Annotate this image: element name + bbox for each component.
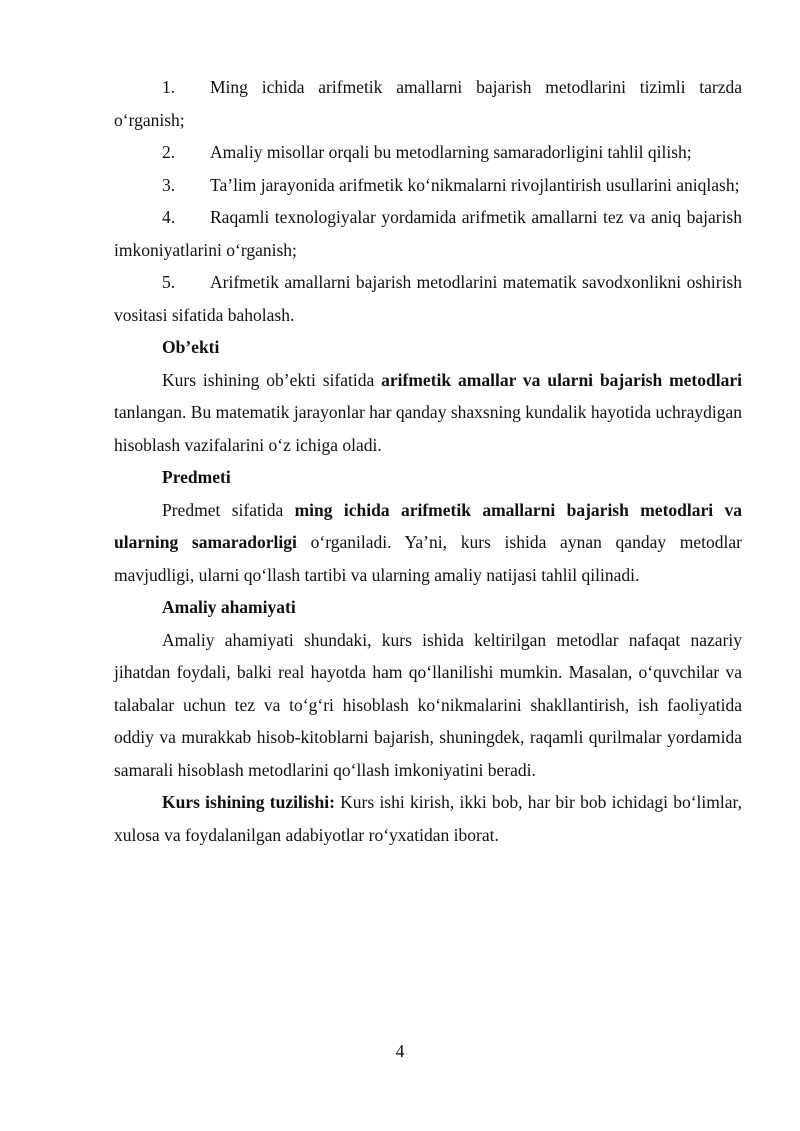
tuzilishi-text: Kurs ishi kirish, ikki bob, har bir bob ichidagi bo‘limlar, xulosa va foydalanilgan adabiyotlar ro‘yxatidan iborat. bbox=[114, 792, 742, 845]
objective-item-1 bbox=[114, 71, 742, 136]
obekti-text-start: Kurs ishining ob’ekti sifatida bbox=[162, 369, 382, 390]
list-text: Ta’lim jarayonida arifmetik ko‘nikmalarni rivojlantirish usullarini aniqlash; bbox=[210, 174, 740, 195]
amaliy-paragraph: Amaliy ahamiyati shundaki, kurs ishida keltirilgan metodlar nafaqat nazariy jihatdan foydali, balki real hayotda ham qo‘llanilishi mumkin. Masalan, o‘quvchilar va talabalar uchun tez va to‘g‘ri hisoblash ko‘nikmalarini shakllantirish, ish faoliyatida oddiy va murakkab hisob-kitoblarni bajarish, shuningdek, raqamli qurilmalar yordamida samarali hisoblash metodlarini qo‘llash imkoniyatini beradi. bbox=[114, 629, 742, 780]
list-number: 1. bbox=[162, 77, 176, 97]
obekti-paragraph bbox=[114, 364, 742, 462]
objective-item-5 bbox=[114, 266, 742, 331]
list-number: 3. bbox=[162, 174, 176, 195]
predmeti-text-start: Predmet sifatida bbox=[162, 499, 295, 520]
list-text: Amaliy misollar orqali bu metodlarning samaradorligini tahlil qilish; bbox=[210, 142, 692, 162]
section-heading-obekti: Ob’ekti bbox=[162, 337, 220, 357]
predmeti-emphasis: ming ichida arifmetik amallarni bajarish metodlari va ularning samaradorligi bbox=[114, 499, 743, 552]
list-text: Raqamli texnologiyalar yordamida arifmetik amallarni tez va aniq bajarish imkoniyatlarini o‘rganish; bbox=[114, 207, 742, 260]
predmeti-paragraph bbox=[114, 494, 742, 592]
obekti-emphasis: arifmetik amallar va ularni bajarish metodlari bbox=[381, 369, 742, 390]
list-number: 5. bbox=[162, 272, 176, 292]
page-body bbox=[114, 71, 742, 851]
page-number: 4 bbox=[395, 1041, 405, 1061]
predmeti-text-end: o‘rganiladi. Ya’ni, kurs ishida aynan qanday metodlar mavjudligi, ularni qo‘llash tartibi va ularning amaliy natijasi tahlil qilinadi. bbox=[114, 532, 742, 585]
section-heading-amaliy: Amaliy ahamiyati bbox=[162, 597, 296, 617]
objective-item-4 bbox=[114, 201, 742, 266]
section-heading-predmeti: Predmeti bbox=[162, 467, 231, 487]
list-number: 4. bbox=[162, 207, 176, 227]
list-text: Ming ichida arifmetik amallarni bajarish metodlarini tizimli tarzda o‘rganish; bbox=[114, 77, 742, 130]
objective-item-2 bbox=[114, 136, 742, 169]
tuzilishi-paragraph bbox=[114, 786, 742, 851]
objective-item-3 bbox=[114, 169, 742, 202]
tuzilishi-label: Kurs ishining tuzilishi: bbox=[162, 792, 335, 812]
list-number: 2. bbox=[162, 142, 176, 162]
obekti-text-end: tanlangan. Bu matematik jarayonlar har qanday shaxsning kundalik hayotida uchraydigan hisoblash vazifalarini o‘z ichiga oladi. bbox=[114, 402, 742, 455]
list-text: Arifmetik amallarni bajarish metodlarini matematik savodxonlikni oshirish vositasi sifatida baholash. bbox=[114, 272, 742, 325]
